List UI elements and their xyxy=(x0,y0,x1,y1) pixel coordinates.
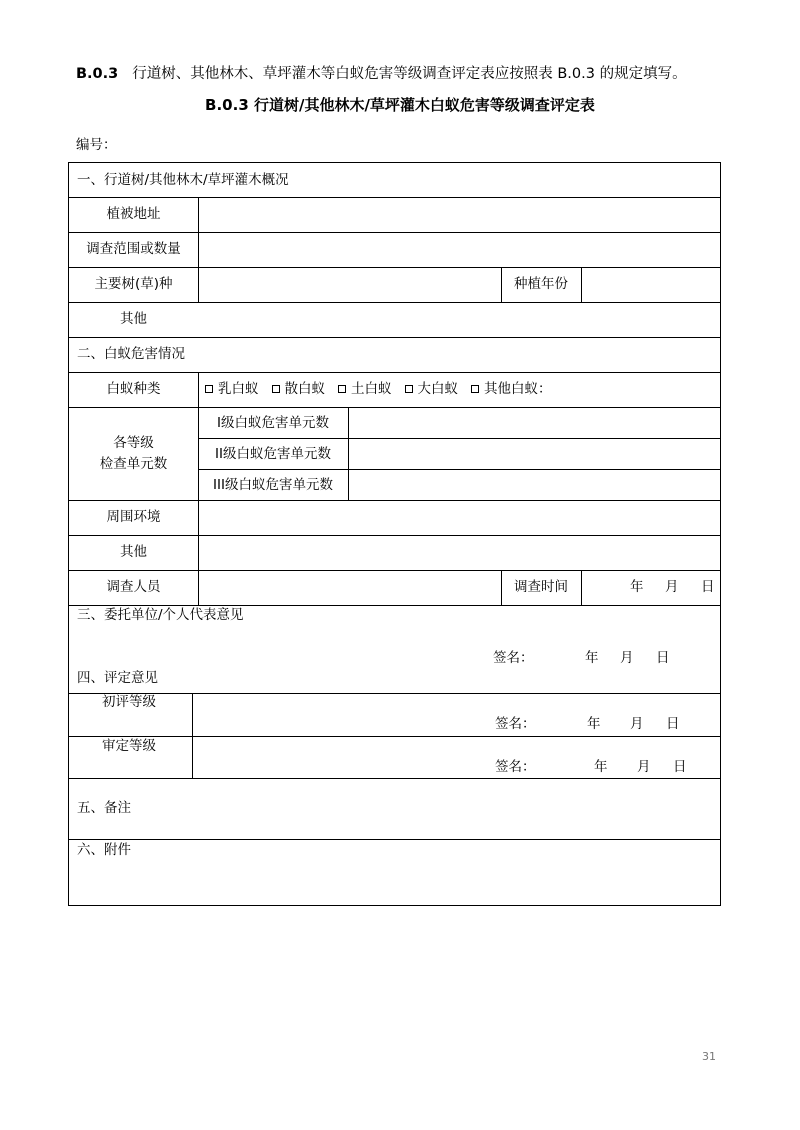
final-date-day: 日 xyxy=(673,759,687,775)
client-date-day: 日 xyxy=(656,650,670,666)
label-surveyor: 调查人员 xyxy=(106,579,161,595)
option-soil-termite[interactable]: 土白蚁 xyxy=(338,381,392,397)
survey-form-table xyxy=(68,162,721,906)
option-macrotermes[interactable]: 大白蚁 xyxy=(405,381,459,397)
survey-date-year: 年 xyxy=(630,579,644,595)
label-main-species: 主要树(草)种 xyxy=(94,276,173,292)
serial-number-label: 编号： xyxy=(76,137,117,153)
termite-species-options xyxy=(205,381,565,397)
client-date-year: 年 xyxy=(585,650,599,666)
table-title: B.0.3 行道树/其他林木/草坪灌木白蚁危害等级调查评定表 xyxy=(205,96,595,114)
intro-paragraph xyxy=(76,62,687,83)
survey-date-month: 月 xyxy=(665,579,679,595)
label-termite-species: 白蚁种类 xyxy=(106,381,161,397)
section-3-heading: 三、委托单位/个人代表意见 xyxy=(77,607,244,623)
section-6-heading: 六、附件 xyxy=(77,842,131,858)
survey-date-day: 日 xyxy=(701,579,715,595)
label-initial-grade: 初评等级 xyxy=(102,694,156,710)
section-4-heading: 四、评定意见 xyxy=(77,670,158,686)
label-grade-2-units: II级白蚁危害单元数 xyxy=(215,446,331,462)
checkbox-icon xyxy=(471,385,479,393)
label-survey-scope: 调查范围或数量 xyxy=(86,241,181,257)
section-5-heading: 五、备注 xyxy=(77,800,131,816)
label-other-1: 其他 xyxy=(120,311,147,327)
label-vegetation-address: 植被地址 xyxy=(106,206,161,222)
option-subterranean-termite[interactable]: 散白蚁 xyxy=(272,381,326,397)
label-grade-units-2: 检查单元数 xyxy=(99,456,168,472)
initial-date-month: 月 xyxy=(630,716,644,732)
label-other-2: 其他 xyxy=(120,544,147,560)
label-planting-year: 种植年份 xyxy=(514,276,568,292)
initial-signature-label: 签名： xyxy=(495,716,536,732)
initial-date-day: 日 xyxy=(666,716,680,732)
client-date-month: 月 xyxy=(620,650,634,666)
final-date-year: 年 xyxy=(594,759,608,775)
label-survey-time: 调查时间 xyxy=(514,579,568,595)
checkbox-icon xyxy=(338,385,346,393)
option-other-termite[interactable]: 其他白蚁： xyxy=(471,381,552,397)
initial-date-year: 年 xyxy=(587,716,601,732)
checkbox-icon xyxy=(205,385,213,393)
intro-text: 行道树、其他林木、草坪灌木等白蚁危害等级调查评定表应按照表 B.0.3 的规定填写。 xyxy=(132,66,687,82)
label-grade-3-units: III级白蚁危害单元数 xyxy=(213,477,333,493)
section-2-heading: 二、白蚁危害情况 xyxy=(77,346,185,362)
label-surroundings: 周围环境 xyxy=(106,509,161,525)
section-1-heading: 一、行道树/其他林木/草坪灌木概况 xyxy=(77,172,289,188)
label-grade-units-1: 各等级 xyxy=(113,435,154,451)
checkbox-icon xyxy=(272,385,280,393)
label-final-grade: 审定等级 xyxy=(102,738,156,754)
page-number: 31 xyxy=(702,1050,716,1063)
label-grade-1-units: I级白蚁危害单元数 xyxy=(217,415,329,431)
option-formosan-termite[interactable]: 乳白蚁 xyxy=(205,381,259,397)
final-date-month: 月 xyxy=(637,759,651,775)
intro-number: B.0.3 xyxy=(76,66,119,82)
final-signature-label: 签名： xyxy=(495,759,536,775)
checkbox-icon xyxy=(405,385,413,393)
client-signature-label: 签名： xyxy=(493,650,534,666)
